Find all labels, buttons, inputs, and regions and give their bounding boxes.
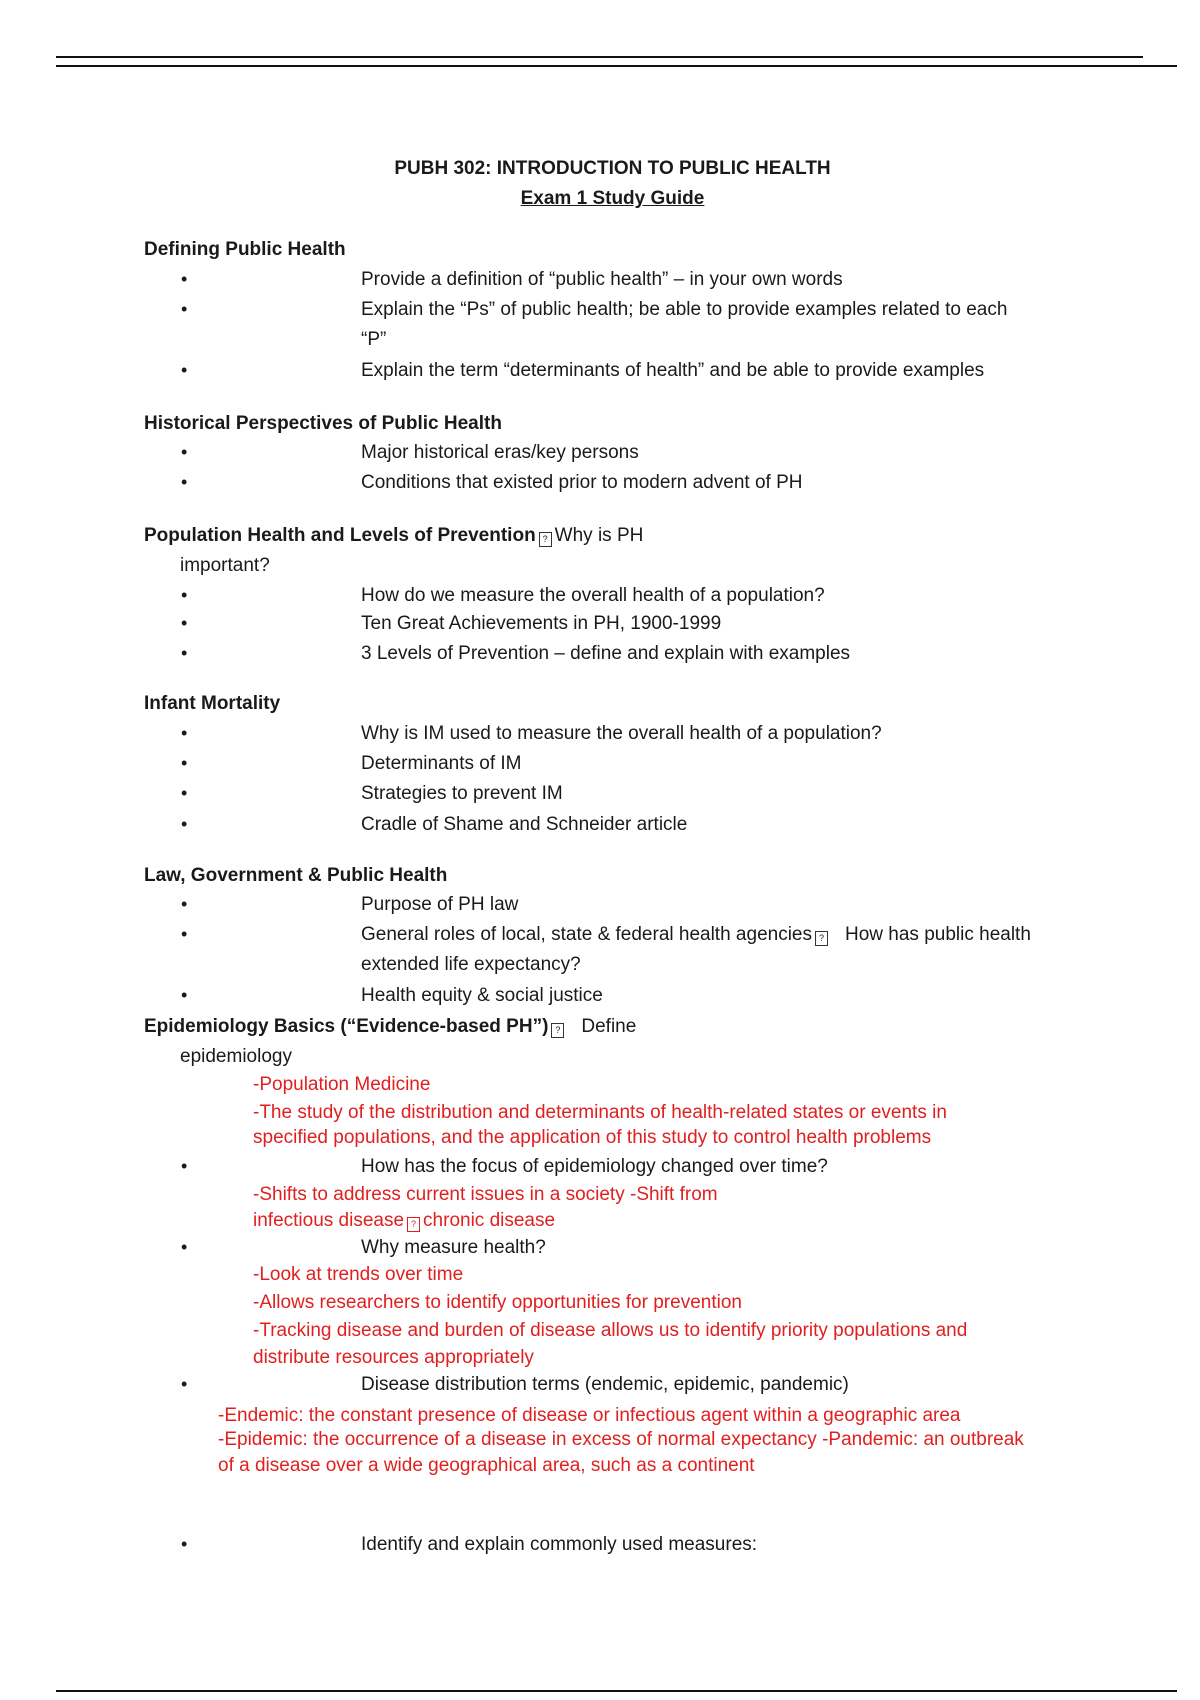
list-item: Health equity & social justice [361,985,603,1006]
bullet: • [181,585,188,605]
bullet: • [181,360,188,380]
bullet: • [181,442,188,462]
annotation: -Allows researchers to identify opportunities for prevention [253,1292,742,1313]
bullet: • [181,753,188,773]
bullet: • [181,472,188,492]
heading-tail: Why is PH [554,525,644,546]
list-item: Purpose of PH law [361,894,519,915]
annotation [253,1211,555,1232]
heading-tail: Define [581,1016,637,1037]
bullet: • [181,723,188,743]
bullet: • [181,924,188,944]
list-item: Ten Great Achievements in PH, 1900-1999 [361,613,722,634]
list-item: Provide a definition of “public health” – in your own words [361,269,843,290]
list-item: Why measure health? [361,1237,546,1258]
list-item [361,925,1031,946]
list-item-text: How has public health [845,924,1031,945]
missing-glyph-icon: ? [551,1023,564,1038]
list-item: Explain the “Ps” of public health; be able to provide examples related to each [361,299,1008,320]
bullet: • [181,613,188,633]
bullet: • [181,814,188,834]
bullet: • [181,1374,188,1394]
section-heading-epi [144,1017,636,1038]
annotation: -Endemic: the constant presence of disease or infectious agent within a geographic area [218,1405,961,1426]
list-item: Determinants of IM [361,753,522,774]
list-item: Major historical eras/key persons [361,442,639,463]
section-heading-historical: Historical Perspectives of Public Health [144,413,502,434]
section-heading-population [144,526,643,547]
heading-text: Epidemiology Basics (“Evidence-based PH”) [144,1016,549,1037]
list-item: Explain the term “determinants of health” and be able to provide examples [361,360,985,381]
list-item: How do we measure the overall health of a population? [361,585,825,606]
missing-glyph-icon: ? [815,931,828,946]
bottom-rule [56,1690,1177,1692]
list-item-cont: extended life expectancy? [361,954,581,975]
list-item: How has the focus of epidemiology changed over time? [361,1156,828,1177]
annotation: -Look at trends over time [253,1264,464,1285]
heading-cont: epidemiology [180,1046,292,1067]
heading-cont: important? [180,555,270,576]
list-item: Identify and explain commonly used measures: [361,1534,758,1555]
top-rule-2 [56,65,1177,67]
bullet: • [181,643,188,663]
annotation: -Shifts to address current issues in a society -Shift from [253,1184,718,1205]
section-heading-defining: Defining Public Health [144,239,346,260]
top-rule-1 [56,56,1143,58]
annotation: -Epidemic: the occurrence of a disease in excess of normal expectancy -Pandemic: an outbreak [218,1429,1024,1450]
annotation: of a disease over a wide geographical area, such as a continent [218,1455,755,1476]
list-item-cont: “P” [361,329,387,350]
annotation: -The study of the distribution and determinants of health-related states or events in [253,1102,947,1123]
list-item: 3 Levels of Prevention – define and explain with examples [361,643,851,664]
annotation-text: chronic disease [423,1210,556,1231]
bullet: • [181,985,188,1005]
bullet: • [181,299,188,319]
list-item: Cradle of Shame and Schneider article [361,814,688,835]
missing-glyph-icon: ? [539,532,552,547]
bullet: • [181,894,188,914]
list-item: Disease distribution terms (endemic, epidemic, pandemic) [361,1374,849,1395]
missing-glyph-icon: ? [407,1217,420,1232]
bullet: • [181,1534,188,1554]
bullet: • [181,783,188,803]
page-subtitle-text: Exam 1 Study Guide [520,188,705,209]
page-subtitle [0,188,1200,210]
section-heading-law: Law, Government & Public Health [144,865,448,886]
list-item: Strategies to prevent IM [361,783,563,804]
list-item-text: General roles of local, state & federal health agencies [361,924,812,945]
annotation: -Population Medicine [253,1074,431,1095]
heading-text: Population Health and Levels of Prevention [144,525,536,546]
section-heading-infant: Infant Mortality [144,693,281,714]
page-title: PUBH 302: INTRODUCTION TO PUBLIC HEALTH [394,158,831,179]
annotation: distribute resources appropriately [253,1347,534,1368]
list-item: Why is IM used to measure the overall health of a population? [361,723,882,744]
bullet: • [181,1156,188,1176]
list-item: Conditions that existed prior to modern advent of PH [361,472,803,493]
annotation: -Tracking disease and burden of disease allows us to identify priority populations and [253,1320,968,1341]
annotation-text: infectious disease [253,1210,405,1231]
bullet: • [181,1237,188,1257]
annotation: specified populations, and the application of this study to control health problems [253,1127,932,1148]
bullet: • [181,269,188,289]
